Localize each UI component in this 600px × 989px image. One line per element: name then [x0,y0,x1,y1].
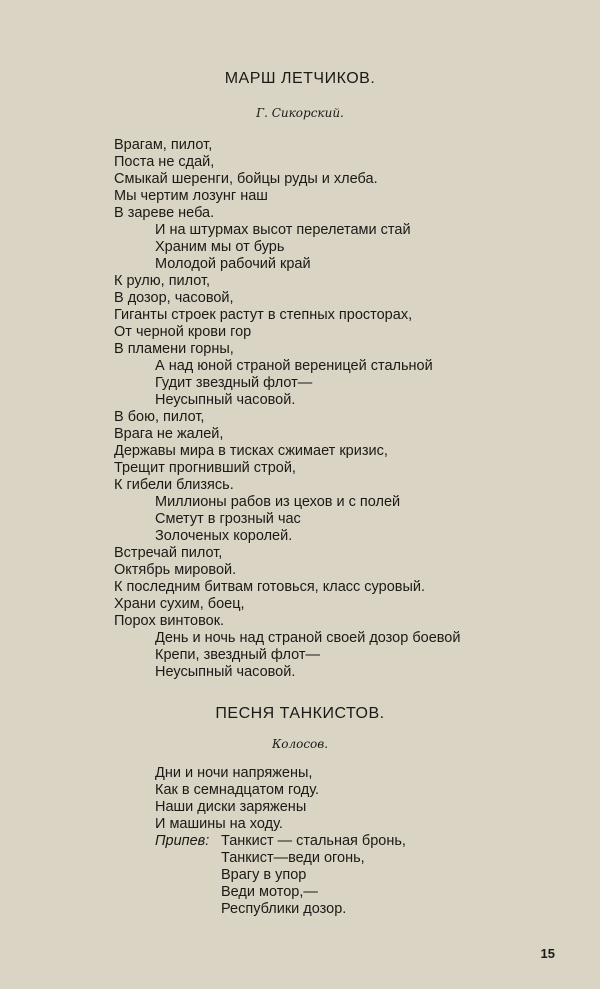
verse-line: К гибели близясь. [114,477,234,493]
verse-line: В пламени горны, [114,341,234,357]
verse-line: Трещит прогнивший строй, [114,460,296,476]
verse-line: Врагам, пилот, [114,137,213,153]
verse-line: Как в семнадцатом году. [155,782,320,798]
verse-line: Врагу в упор [221,867,307,883]
verse-line: А над юной страной вереницей стальной [155,358,433,374]
verse-line: И на штурмах высот перелетами стай [155,222,411,238]
verse-line: Веди мотор,— [221,884,318,900]
verse-line: Поста не сдай, [114,154,215,170]
verse-line: Храним мы от бурь [155,239,285,255]
verse-line: Храни сухим, боец, [114,596,245,612]
verse-line: Танкист — стальная бронь, [221,833,406,849]
verse-line: К последним битвам готовься, класс суровый. [114,579,426,595]
verse-line: К рулю, пилот, [114,273,211,289]
verse-line: От черной крови гор [114,324,252,340]
verse-line: Гиганты строек растут в степных просторах, [114,307,413,323]
verse-line: Крепи, звездный флот— [155,647,320,663]
verse-line: Врага не жалей, [114,426,224,442]
verse-line: Молодой рабочий край [155,256,311,272]
verse-line: Наши диски заряжены [155,799,307,815]
song2-author: Колосов. [271,737,329,751]
song2-title: ПЕСНЯ ТАНКИСТОВ. [215,705,385,722]
verse-line: Золоченых королей. [155,528,293,544]
verse-line: Миллионы рабов из цехов и с полей [155,494,401,510]
page-number: 15 [540,946,555,961]
verse-line: Неусыпный часовой. [155,664,296,680]
verse-line: В зареве неба. [114,205,215,221]
verse-line: Гудит звездный флот— [155,375,313,391]
verse-line: Танкист—веди огонь, [221,850,365,866]
verse-line: Дни и ночи напряжены, [155,765,313,781]
verse-line: Октябрь мировой. [114,562,237,578]
verse-line: Порох винтовок. [114,613,225,629]
verse-line: В бою, пилот, [114,409,205,425]
song1-author: Г. Сикорский. [256,106,344,120]
song1-title: МАРШ ЛЕТЧИКОВ. [224,70,376,87]
verse-line: Смыкай шеренги, бойцы руды и хлеба. [114,171,378,187]
verse-line: Державы мира в тисках сжимает кризис, [114,443,388,459]
verse-line: Республики дозор. [221,901,347,917]
verse-line: Мы чертим лозунг наш [114,188,268,204]
verse-line: В дозор, часовой, [114,290,234,306]
refrain-label: Припев: [155,833,210,849]
verse-line: Неусыпный часовой. [155,392,296,408]
verse-line: День и ночь над страной своей дозор боевой [155,630,461,646]
verse-line: Сметут в грозный час [155,511,301,527]
verse-line: Встречай пилот, [114,545,223,561]
verse-line: И машины на ходу. [155,816,283,832]
